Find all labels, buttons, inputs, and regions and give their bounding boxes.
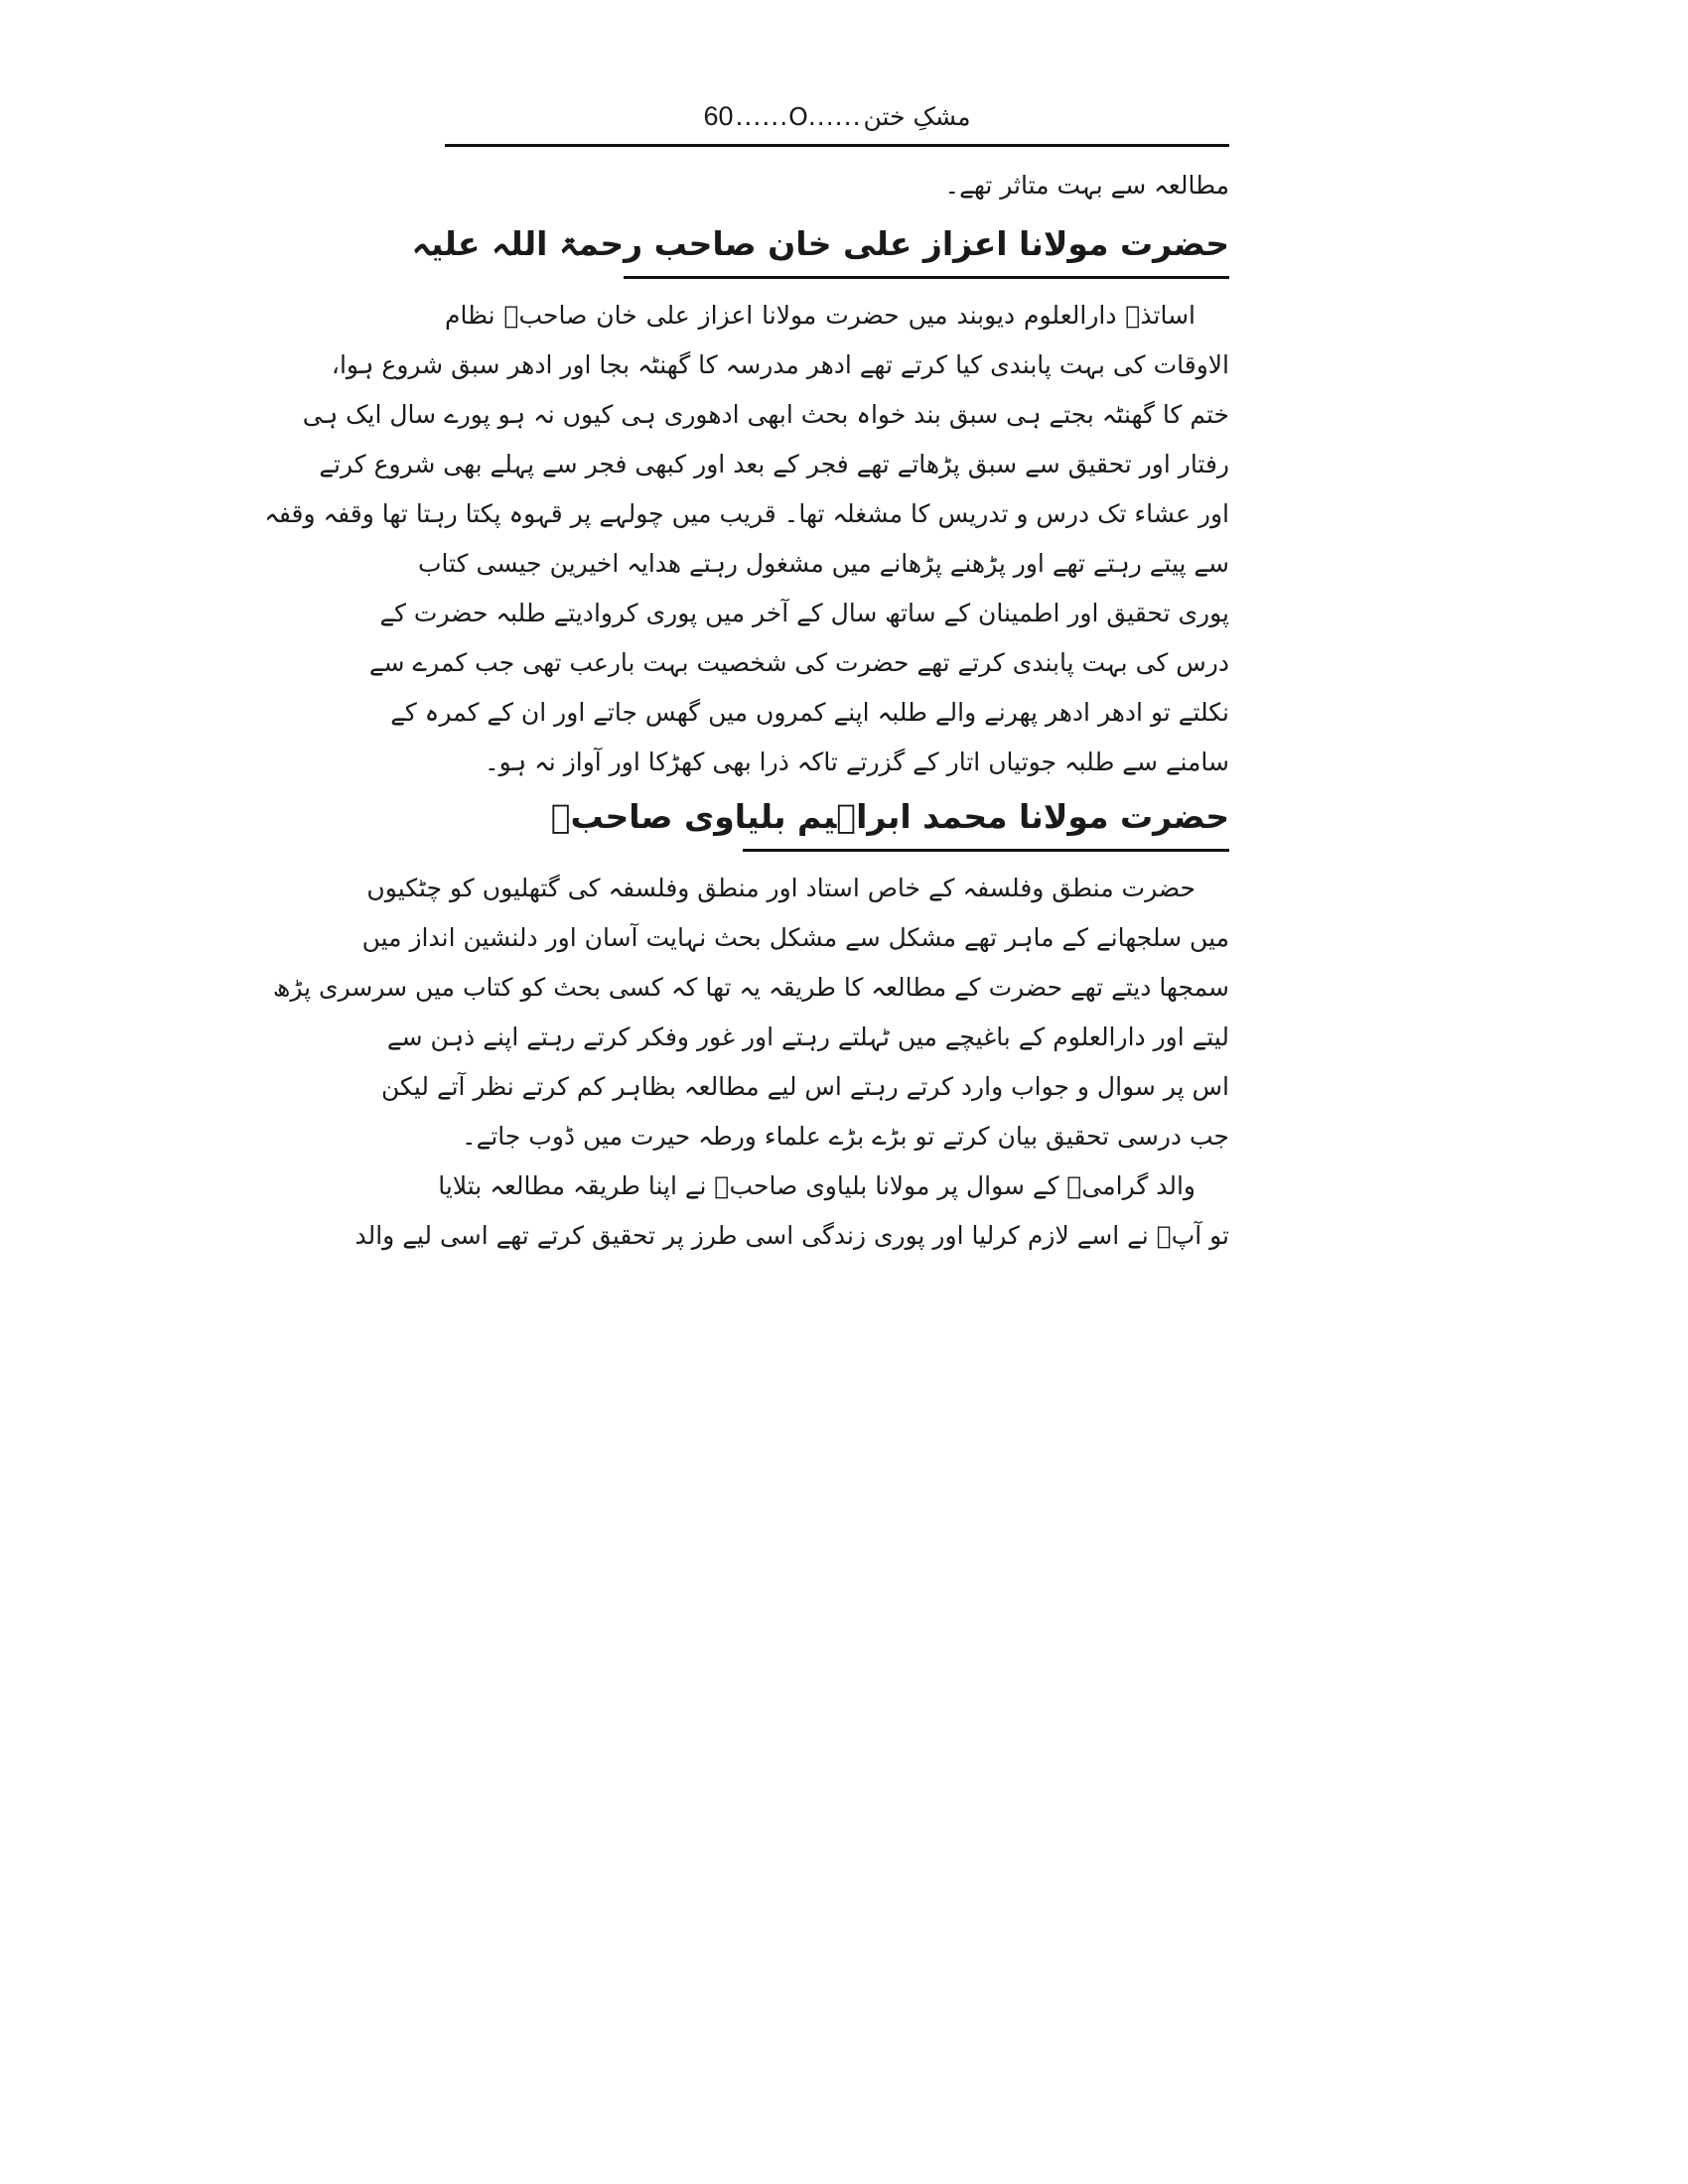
paragraph-line: اساتذہ دارالعلوم دیوبند میں حضرت مولانا اعزاز علی خان صاحبؒ نظام (445, 301, 1196, 330)
paragraph-line: اور عشاء تک درس و تدریس کا مشغلہ تھا۔ قریب میں چولہے پر قہوہ پکتا رہتا تھا وقفہ وقفہ (264, 499, 1229, 528)
intro-line: مطالعہ سے بہت متاثر تھے۔ (944, 171, 1229, 200)
paragraph-line: میں سلجھانے کے ماہر تھے مشکل سے مشکل بحث نہایت آسان اور دلنشین انداز میں (361, 923, 1229, 952)
paragraph-line: حضرت منطق وفلسفہ کے خاص استاد اور منطق وفلسفہ کی گتھلیوں کو چٹکیوں (366, 874, 1196, 902)
paragraph-line: سامنے سے طلبہ جوتیاں اتار کے گزرتے تاکہ ذرا بھی کھڑکا اور آواز نہ ہو۔ (484, 748, 1229, 776)
section2-heading-row (445, 787, 1229, 864)
section2-paragraph-2 (354, 1161, 1229, 1261)
paragraph-line: جب درسی تحقیق بیان کرتے تو بڑے بڑے علماء ورطہ حیرت میں ڈوب جاتے۔ (462, 1122, 1229, 1151)
book-title: مشکِ ختن (863, 102, 971, 131)
paragraph-line: سے پیتے رہتے تھے اور پڑھنے پڑھانے میں مشغول رہتے ھدایہ اخیرین جیسی کتاب (417, 549, 1229, 578)
header-rule (445, 144, 1229, 147)
section1-heading-underline (411, 214, 1229, 279)
section1-heading: حضرت مولانا اعزاز علی خان صاحب رحمۃ اللہ علیہ (411, 224, 1229, 263)
paragraph-line: درس کی بہت پابندی کرتے تھے حضرت کی شخصیت بہت بارعب تھی جب کمرے سے (368, 648, 1229, 677)
section2-heading: حضرت مولانا محمد ابراہیم بلیاوی صاحبؒ (550, 797, 1229, 836)
paragraph-line: سمجھا دیتے تھے حضرت کے مطالعہ کا طریقہ یہ تھا کہ کسی بحث کو کتاب میں سرسری پڑھ (272, 973, 1229, 1002)
paragraph-line: لیتے اور دارالعلوم کے باغیچے میں ٹہلتے رہتے اور غور وفکر کرتے رہتے اپنے ذہن سے (386, 1023, 1229, 1051)
section2-paragraph (272, 864, 1229, 1161)
text-column (264, 159, 1229, 1261)
paragraph-line: ختم کا گھنٹہ بجتے ہی سبق بند خواہ بحث ابھی ادھوری ہی کیوں نہ ہو پورے سال ایک ہی (302, 400, 1229, 429)
paragraph-line: تو آپؒ نے اسے لازم کرلیا اور پوری زندگی اسی طرز پر تحقیق کرتے تھے اسی لیے والد (354, 1221, 1229, 1250)
paragraph-line: رفتار اور تحقیق سے سبق پڑھاتے تھے فجر کے بعد اور کبھی فجر سے پہلے بھی شروع کرتے (319, 450, 1229, 478)
paragraph-line: اس پر سوال و جواب وارد کرتے رہتے اس لیے مطالعہ بظاہر کم کرتے نظر آتے لیکن (381, 1072, 1229, 1101)
paragraph-line: والد گرامیؒ کے سوال پر مولانا بلیاوی صاحبؒ نے اپنا طریقہ مطالعہ بتلایا (438, 1171, 1196, 1200)
paragraph-line: پوری تحقیق اور اطمینان کے ساتھ سال کے آخر میں پوری کروادیتے طلبہ حضرت کے (379, 599, 1229, 627)
header-separator: ......O...... (735, 102, 862, 131)
section2-heading-underline (550, 787, 1229, 852)
running-header (445, 99, 1229, 139)
section1-heading-row (411, 214, 1229, 291)
section1-paragraph (264, 291, 1229, 787)
paragraph-line: نکلتے تو ادھر ادھر پھرنے والے طلبہ اپنے کمروں میں گھس جاتے اور ان کے کمرہ کے (390, 698, 1229, 727)
page-number: 60 (703, 101, 734, 131)
paragraph-line: الاوقات کی بہت پابندی کیا کرتے تھے ادھر مدرسہ کا گھنٹہ بجا اور ادھر سبق شروع ہوا، (331, 350, 1229, 379)
